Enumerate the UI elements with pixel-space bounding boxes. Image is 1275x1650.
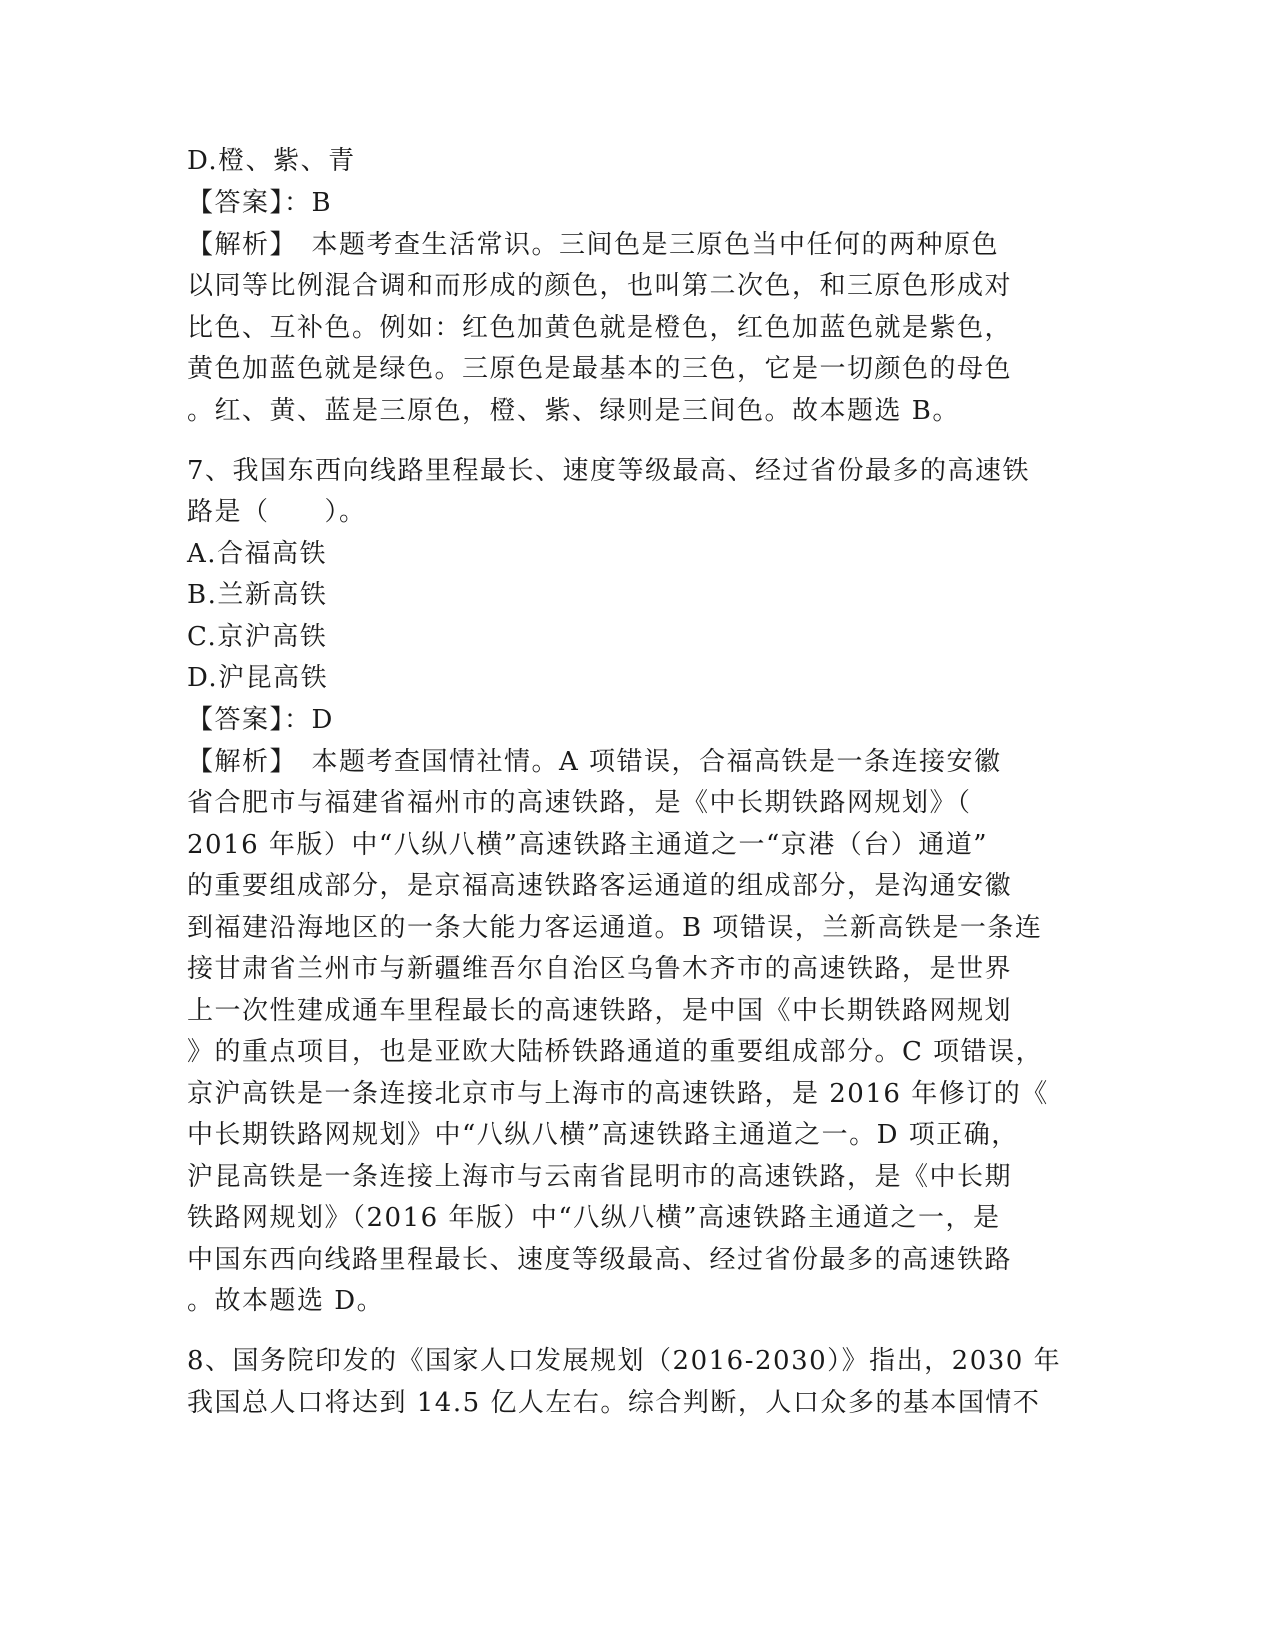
- q7-analysis-line-1: 【解析】 本题考查国情社情。A 项错误，合福高铁是一条连接安徽: [187, 747, 1002, 777]
- q7-stem-line-1: 7、我国东西向线路里程最长、速度等级最高、经过省份最多的高速铁: [187, 456, 1031, 486]
- q7-analysis-line-10: 中长期铁路网规划》中“八纵八横”高速铁路主通道之一。D 项正确，: [187, 1120, 1019, 1150]
- q6-analysis-line-4: 黄色加蓝色就是绿色。三原色是最基本的三色，它是一切颜色的母色: [187, 354, 1013, 384]
- q7-analysis-line-12: 铁路网规划》（2016 年版）中“八纵八横”高速铁路主通道之一，是: [187, 1203, 1001, 1233]
- q7-analysis-line-8: 》的重点项目，也是亚欧大陆桥铁路通道的重要组成部分。C 项错误，: [187, 1037, 1044, 1067]
- q7-answer: 【答案】：D: [187, 705, 334, 735]
- q7-analysis-line-11: 沪昆高铁是一条连接上海市与云南省昆明市的高速铁路，是《中长期: [187, 1162, 1013, 1192]
- q7-analysis-line-9: 京沪高铁是一条连接北京市与上海市的高速铁路，是 2016 年修订的《: [187, 1079, 1049, 1109]
- q7-stem-line-2: 路是（ ）。: [187, 497, 367, 527]
- q6-analysis-line-3: 比色、互补色。例如：红色加黄色就是橙色，红色加蓝色就是紫色，: [187, 313, 1013, 343]
- q7-analysis-line-4: 的重要组成部分，是京福高速铁路客运通道的组成部分，是沟通安徽: [187, 871, 1013, 901]
- q7-analysis-line-5: 到福建沿海地区的一条大能力客运通道。B 项错误，兰新高铁是一条连: [187, 913, 1043, 943]
- q7-analysis-line-2: 省合肥市与福建省福州市的高速铁路，是《中长期铁路网规划》（: [187, 788, 972, 818]
- q6-analysis-line-5: 。红、黄、蓝是三原色，橙、紫、绿则是三间色。故本题选 B。: [187, 396, 960, 426]
- q7-analysis-line-13: 中国东西向线路里程最长、速度等级最高、经过省份最多的高速铁路: [187, 1245, 1013, 1275]
- q7-analysis-line-3: 2016 年版）中“八纵八横”高速铁路主通道之一“京港（台）通道”: [187, 830, 989, 860]
- q8-stem-line-1: 8、国务院印发的《国家人口发展规划（2016-2030）》指出，2030 年: [187, 1346, 1062, 1376]
- q7-option-b: B.兰新高铁: [187, 580, 328, 610]
- q7-option-c: C.京沪高铁: [187, 622, 328, 652]
- q8-stem-line-2: 我国总人口将达到 14.5 亿人左右。综合判断，人口众多的基本国情不: [187, 1388, 1041, 1418]
- q7-analysis-line-7: 上一次性建成通车里程最长的高速铁路，是中国《中长期铁路网规划: [187, 996, 1013, 1026]
- q7-option-d: D.沪昆高铁: [187, 663, 329, 693]
- q7-analysis-line-14: 。故本题选 D。: [187, 1286, 385, 1316]
- q6-analysis-line-2: 以同等比例混合调和而形成的颜色，也叫第二次色，和三原色形成对: [187, 271, 1013, 301]
- q7-option-a: A.合福高铁: [187, 539, 328, 569]
- q6-option-d: D.橙、紫、青: [187, 146, 356, 176]
- q6-analysis-line-1: 【解析】 本题考查生活常识。三间色是三原色当中任何的两种原色: [187, 230, 1000, 260]
- q6-answer: 【答案】：B: [187, 188, 333, 218]
- q7-analysis-line-6: 接甘肃省兰州市与新疆维吾尔自治区乌鲁木齐市的高速铁路，是世界: [187, 954, 1013, 984]
